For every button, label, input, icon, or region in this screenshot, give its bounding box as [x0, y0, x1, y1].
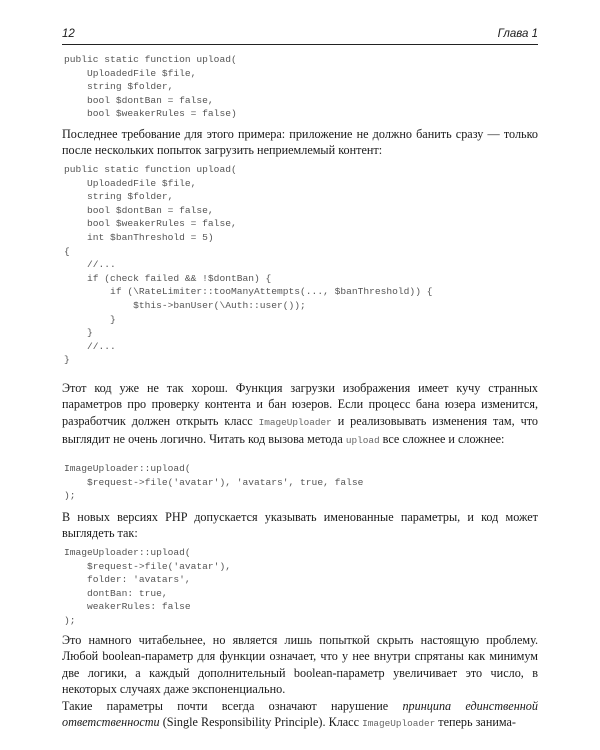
inline-code-imageuploader: ImageUploader: [362, 718, 436, 730]
code-block-named-call: ImageUploader::upload( $request->file('avatar'), folder: 'avatars', dontBan: true, weakerRules: false );: [64, 547, 231, 626]
page-number: 12: [62, 28, 75, 40]
inline-code-upload: upload: [345, 435, 380, 447]
paragraph-named-params: В новых версиях PHP допускается указывать именованные параметры, и код может выглядеть так:: [62, 510, 538, 541]
paragraph-boolean-params: Это намного читабельнее, но является лишь попыткой скрыть настоящую проблему. Любой boolean-параметр для функции означает, что у нее внутри спрятаны как минимум две логики, а каждый дополнительный boolean-параметр увеличивает это число, в некоторых случаях даже экспоненциально.: [62, 633, 538, 697]
code-block-positional-call: ImageUploader::upload( $request->file('avatar'), 'avatars', true, false );: [64, 463, 364, 502]
paragraph-srp: [62, 698, 538, 733]
code-block-upload-with-threshold: public static function upload( UploadedFile $file, string $folder, bool $dontBan = false, bool $weakerRules = false, int $banThreshold = 5) { //... if (check failed && !$dontBan) { if (\RateLimiter::tooManyAttempts(..., $banThreshold)) { $this->banUser(\Auth::user()); } } //... }: [64, 164, 433, 366]
code-block-upload-signature: public static function upload( UploadedFile $file, string $folder, bool $dontBan = false, bool $weakerRules = false): [64, 54, 237, 120]
paragraph-text: Этот код уже не так хорош. Функция загрузки изображения имеет кучу странных параметров про проверку контента и бан юзеров. Если процесс бана юзера изменится, разработчик должен открыть класс: [62, 381, 538, 428]
paragraph-text: (Single Responsibility Principle). Класс: [159, 715, 363, 730]
paragraph-text: и реализовывать изменения там, что выглядит не очень логично. Читать код вызова метода: [62, 413, 539, 447]
paragraph-ban-requirement: Последнее требование для этого примера: приложение не должно банить сразу — только после нескольких попыток загрузить неприемлемый контент:: [62, 127, 538, 158]
emphasis-srp: принципа единственной ответственности: [62, 699, 538, 730]
paragraph-text: все сложнее и сложнее:: [379, 432, 505, 447]
inline-code-imageuploader: ImageUploader: [258, 416, 332, 428]
paragraph-code-critique: [62, 380, 538, 450]
page-header: [62, 28, 538, 45]
paragraph-text: теперь занима-: [435, 715, 516, 730]
paragraph-text: Такие параметры почти всегда означают нарушение: [62, 699, 403, 713]
chapter-title: Глава 1: [497, 28, 538, 40]
